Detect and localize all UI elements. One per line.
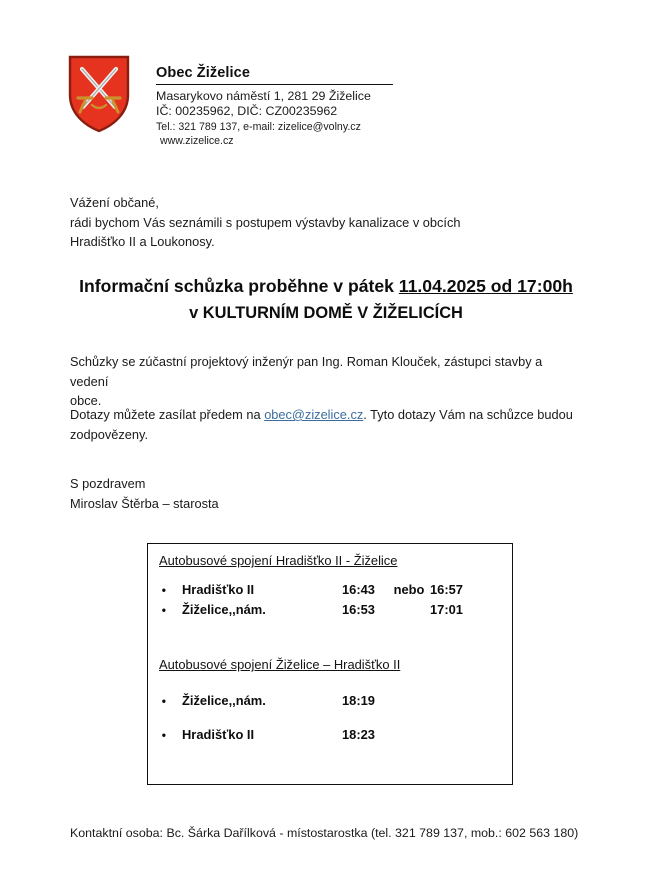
crossed-swords-shield-icon [68, 55, 130, 133]
departure-time-1: 16:53 [342, 602, 375, 617]
organization-website: www.zizelice.cz [160, 135, 234, 148]
bus-schedule-box [147, 543, 513, 785]
departure-time-2: 17:01 [430, 602, 463, 617]
letterhead [68, 55, 588, 150]
schedule-row [148, 580, 512, 600]
questions-paragraph [70, 405, 575, 444]
departure-time-1: 18:23 [342, 727, 375, 742]
signoff-name: Miroslav Štěrba – starosta [70, 495, 219, 511]
questions-prefix: Dotazy můžete zasílat předem na [70, 407, 265, 422]
schedule-rows [148, 684, 512, 752]
schedule-row [148, 684, 512, 718]
organization-name: Obec Žiželice [156, 65, 393, 85]
questions-line-2: zodpovězeny. [70, 426, 149, 442]
intro-line-1: Vážení občané, [70, 195, 159, 210]
schedule-rows [148, 580, 512, 620]
schedule-row [148, 718, 512, 752]
stop-name: Žiželice,,nám. [182, 602, 266, 617]
organization-address: Masarykovo náměstí 1, 281 29 Žiželice [156, 89, 371, 103]
schedule-section-return [148, 656, 512, 752]
time-conjunction: nebo [393, 582, 425, 597]
organization-block [156, 55, 588, 150]
engineer-line-1: Schůzky se zúčastní projektový inženýr pan Ing. Roman Klouček, zástupci stavby a vedení [70, 354, 543, 389]
footer-contact-person: Kontaktní osoba: Bc. Šárka Dařílková - místostarostka (tel. 321 789 137, mob.: 602 563 180) [70, 826, 579, 840]
schedule-section-title: Autobusové spojení Hradišťko II - Žiželice [159, 553, 398, 568]
bullet-icon: • [161, 603, 166, 617]
organization-ids: IČ: 00235962, DIČ: CZ00235962 [156, 104, 338, 119]
bullet-icon: • [161, 728, 166, 742]
intro-paragraph [70, 193, 570, 252]
meeting-datetime: 11.04.2025 od 17:00h [398, 276, 573, 296]
headline-line-1 [0, 275, 652, 298]
schedule-section-outbound [148, 552, 512, 620]
intro-line-2: rádi bychom Vás seznámili s postupem výstavby kanalizace v obcích [70, 214, 461, 230]
departure-time-1: 18:19 [342, 693, 375, 708]
schedule-section-title: Autobusové spojení Žiželice – Hradišťko II [159, 657, 401, 672]
bullet-icon: • [161, 694, 166, 708]
engineer-paragraph [70, 352, 575, 411]
bullet-icon: • [161, 583, 166, 597]
questions-line-1 [70, 405, 575, 425]
departure-time-1: 16:43 [342, 582, 375, 597]
stop-name: Žiželice,,nám. [182, 693, 266, 708]
email-link[interactable]: obec@zizelice.cz [264, 407, 364, 422]
headline-prefix: Informační schůzka proběhne v pátek [79, 276, 399, 296]
organization-contact: Tel.: 321 789 137, e-mail: zizelice@volny.cz [156, 120, 361, 133]
schedule-row [148, 600, 512, 620]
stop-name: Hradišťko II [182, 582, 255, 597]
signoff-paragraph [70, 474, 470, 513]
questions-suffix: . Tyto dotazy Vám na schůzce budou [363, 407, 573, 422]
stop-name: Hradišťko II [182, 727, 255, 742]
signoff-greeting: S pozdravem [70, 476, 146, 491]
headline-line-2: v KULTURNÍM DOMĚ V ŽIŽELICÍCH [189, 304, 463, 322]
departure-time-2: 16:57 [430, 582, 463, 597]
engineer-line-2: obce. [70, 393, 102, 409]
intro-line-3: Hradišťko II a Loukonosy. [70, 234, 215, 250]
